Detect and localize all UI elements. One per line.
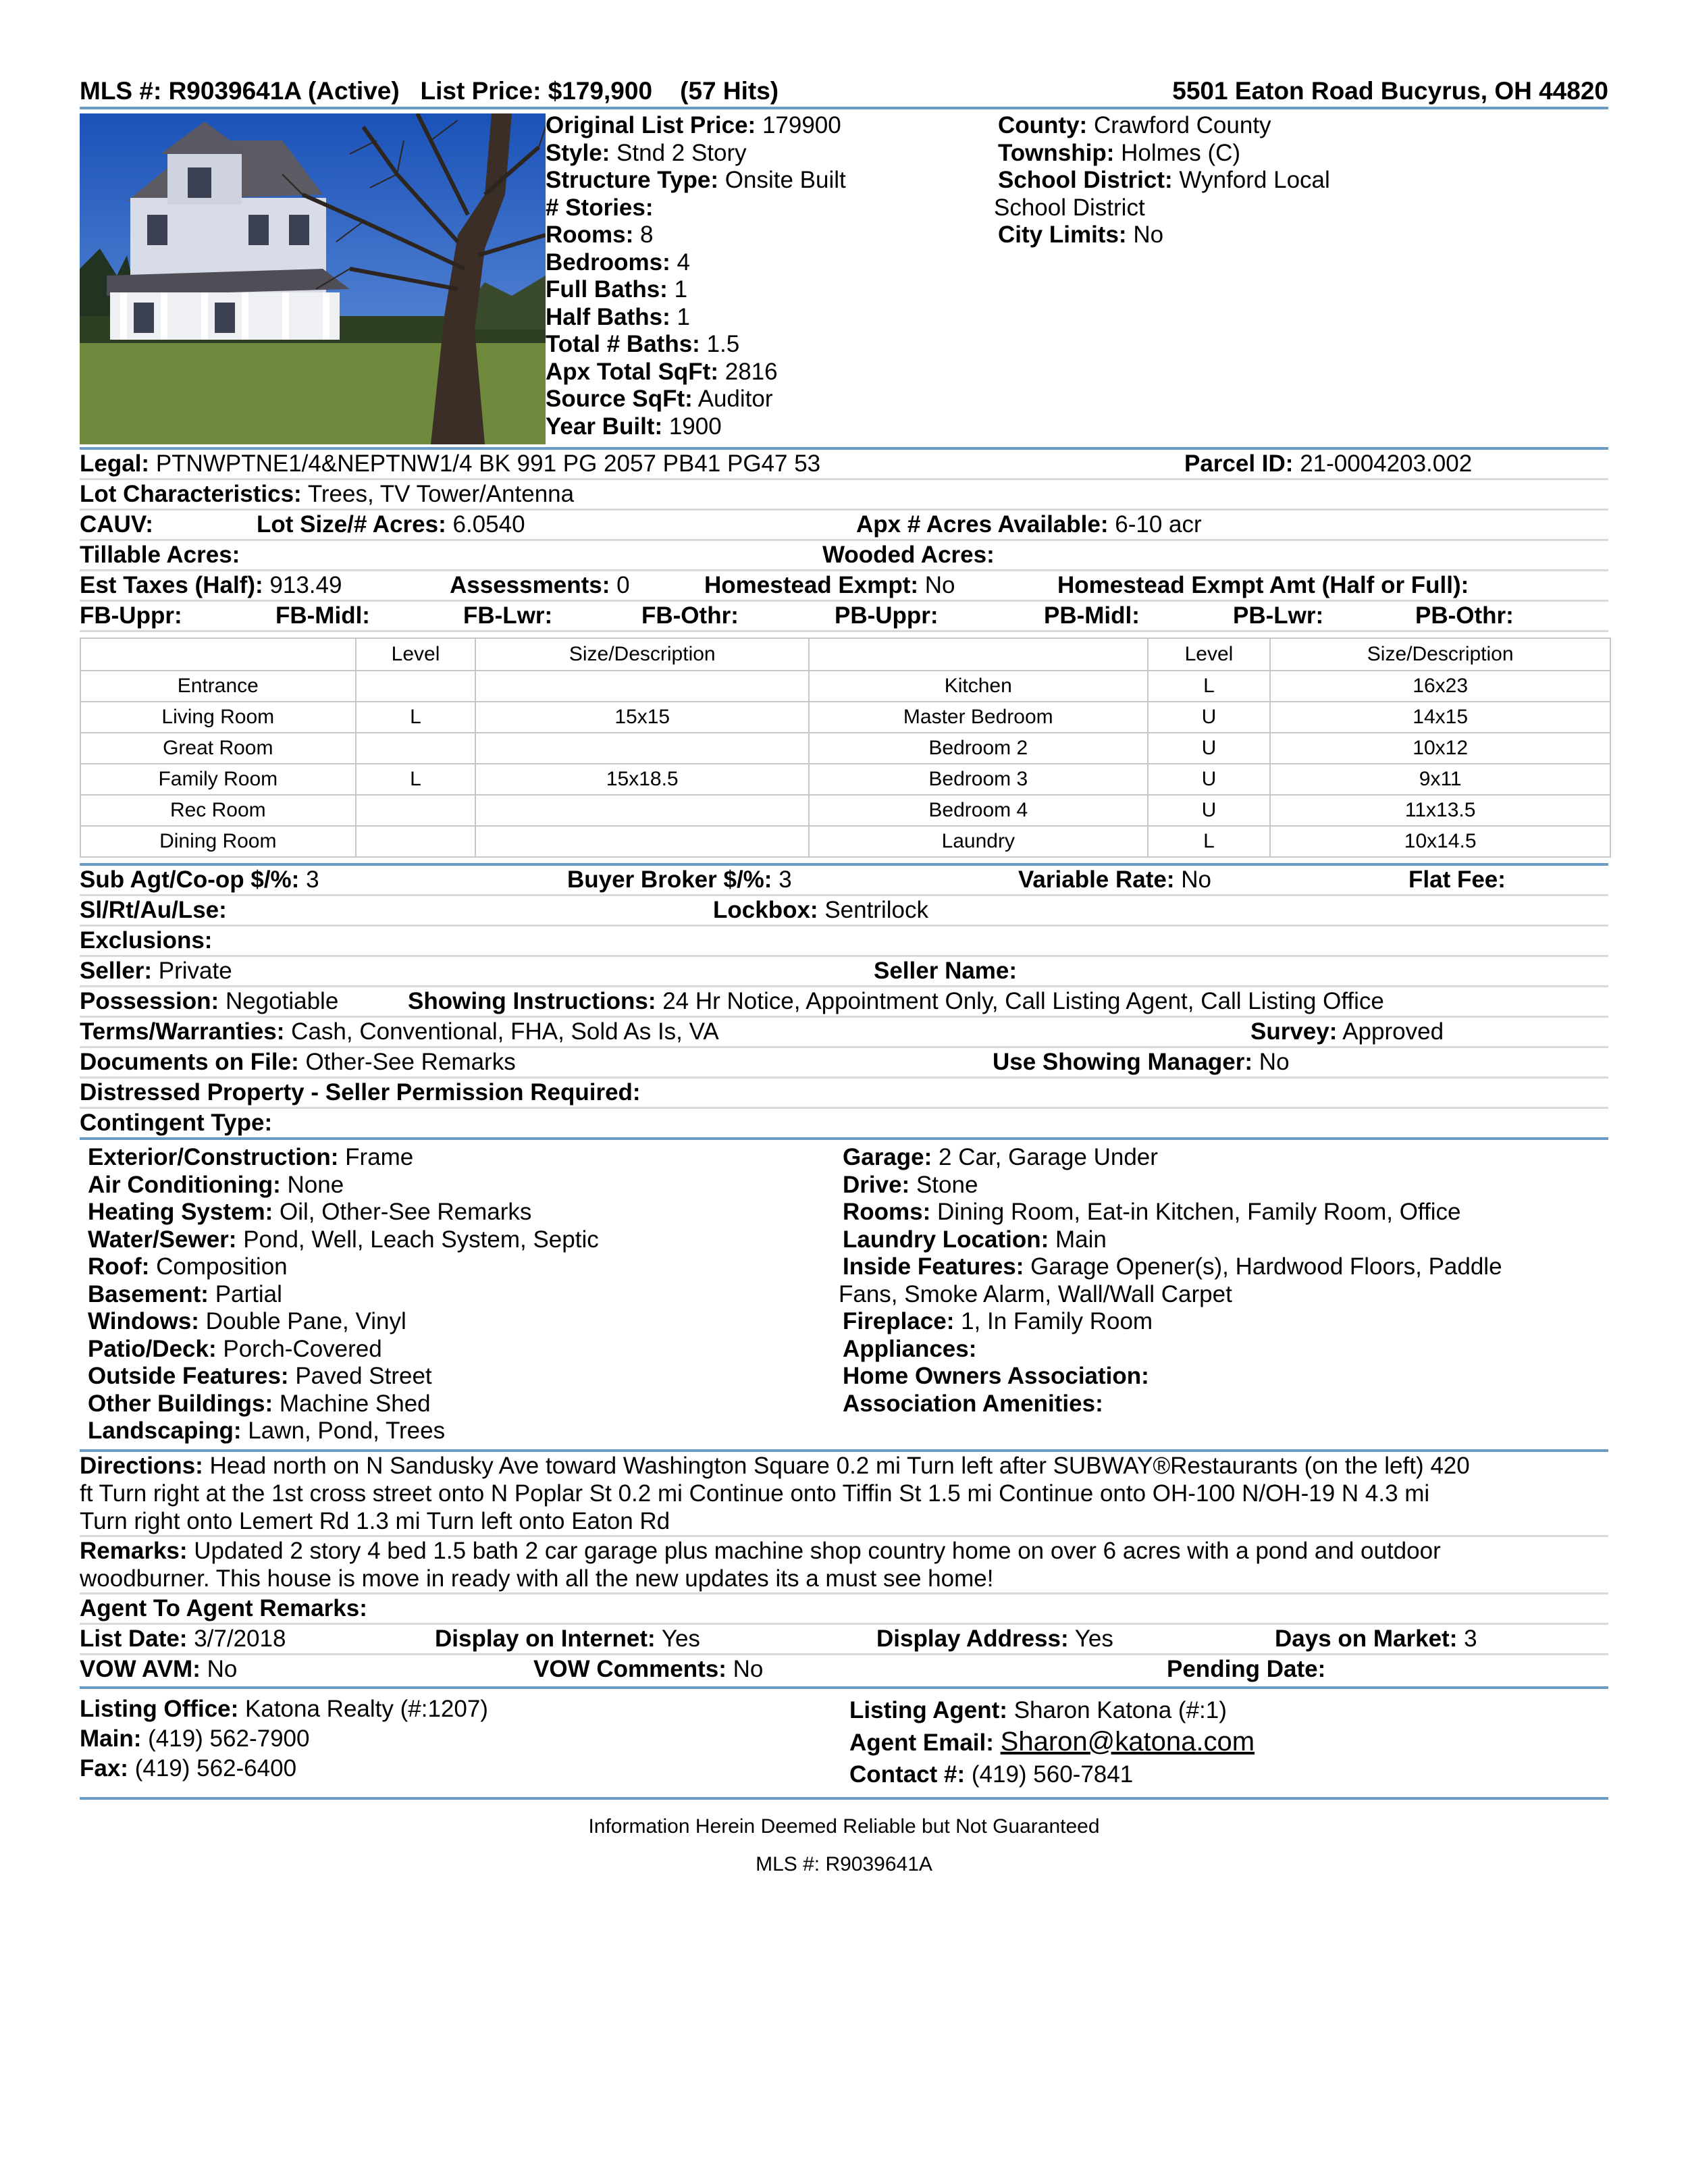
room-size: 14x15	[1270, 702, 1610, 733]
room-header-blank	[80, 638, 356, 671]
lockbox-row	[80, 896, 1608, 927]
subagt-label: Sub Agt/Co-op $/%:	[80, 866, 300, 893]
contingent-label: Contingent Type:	[80, 1110, 273, 1136]
room-size: 15x18.5	[475, 764, 809, 795]
office-section	[80, 1689, 1608, 1797]
room-size	[475, 826, 809, 857]
room-name: Master Bedroom	[809, 702, 1147, 733]
seller-label: Seller:	[80, 958, 152, 984]
table-row	[80, 733, 1610, 764]
detail-label: Original List Price:	[546, 112, 756, 138]
pb-othr-label: PB-Othr:	[1415, 602, 1514, 629]
detail-value: Onsite Built	[724, 167, 846, 193]
city-limits-value: No	[1133, 222, 1164, 248]
directions-label: Directions:	[80, 1453, 203, 1479]
detail-value: 1.5	[706, 331, 740, 357]
township-field	[998, 140, 1330, 167]
main-phone-field	[80, 1724, 488, 1754]
contact-field	[849, 1759, 1255, 1790]
acreage-row	[80, 511, 1608, 541]
city-limits-field	[998, 222, 1330, 249]
feature-value: Dining Room, Eat-in Kitchen, Family Room, Office	[937, 1199, 1461, 1225]
detail-label: Total # Baths:	[546, 331, 700, 357]
commission-row	[80, 866, 1608, 896]
room-level: L	[356, 764, 476, 795]
mls-label: MLS #:	[80, 77, 162, 105]
detail-sqft-source	[546, 386, 846, 413]
documents-value: Other-See Remarks	[305, 1049, 516, 1075]
feature-appliances	[843, 1336, 1502, 1363]
bath-levels-row	[80, 602, 1608, 632]
detail-label: Rooms:	[546, 222, 634, 248]
table-row	[80, 671, 1610, 702]
remarks-label: Remarks:	[80, 1538, 188, 1564]
feature-label: Windows:	[88, 1308, 199, 1334]
room-level	[356, 733, 476, 764]
agent-remarks-label: Agent To Agent Remarks:	[80, 1595, 367, 1621]
size-header: Size/Description	[475, 638, 809, 671]
exclusions-label: Exclusions:	[80, 927, 213, 954]
lot-char-label: Lot Characteristics:	[80, 481, 302, 507]
room-level: L	[1148, 671, 1271, 702]
feature-basement	[88, 1281, 599, 1309]
legal-label: Legal:	[80, 450, 150, 477]
lot-size-label: Lot Size/# Acres:	[257, 511, 446, 538]
detail-label: Bedrooms:	[546, 249, 670, 276]
detail-sqft	[546, 359, 846, 386]
school-field-cont	[994, 194, 1330, 222]
feature-value: None	[287, 1171, 344, 1198]
school-value-cont: School District	[994, 194, 1145, 221]
feature-laundry	[843, 1226, 1502, 1254]
detail-half-baths	[546, 304, 846, 332]
feature-air-conditioning	[88, 1172, 599, 1199]
assessments-value: 0	[616, 572, 630, 598]
feature-label: Appliances:	[843, 1335, 977, 1362]
feature-other-buildings	[88, 1390, 599, 1418]
vow-avm-value: No	[207, 1656, 238, 1682]
feature-patio	[88, 1336, 599, 1363]
feature-label: Other Buildings:	[88, 1390, 273, 1417]
possession-label: Possession:	[80, 988, 219, 1014]
room-name: Family Room	[80, 764, 356, 795]
size-header: Size/Description	[1270, 638, 1610, 671]
pending-date-label: Pending Date:	[1167, 1656, 1326, 1682]
feature-label: Rooms:	[843, 1199, 931, 1225]
property-address: 5501 Eaton Road Bucyrus, OH 44820	[1172, 77, 1608, 105]
school-value: Wynford Local	[1179, 167, 1330, 193]
property-details	[546, 112, 846, 440]
detail-label: Full Baths:	[546, 276, 668, 303]
warranties-label: Terms/Warranties:	[80, 1018, 285, 1045]
showing-label: Showing Instructions:	[408, 988, 656, 1014]
subagt-value: 3	[306, 866, 319, 893]
taxes-row	[80, 571, 1608, 602]
feature-label: Landscaping:	[88, 1418, 242, 1444]
feature-value: Partial	[215, 1280, 282, 1307]
room-size: 15x15	[475, 702, 809, 733]
directions-text: Head north on N Sandusky Ave toward Washington Square 0.2 mi Turn left after SUBWAY®Restaurants (on the left) 420	[209, 1453, 1470, 1479]
detail-value: 1	[677, 303, 690, 330]
room-name: Dining Room	[80, 826, 356, 857]
room-size	[475, 795, 809, 826]
pb-midl-label: PB-Midl:	[1044, 602, 1140, 629]
feature-label: Outside Features:	[88, 1363, 289, 1389]
feature-label: Inside Features:	[843, 1253, 1024, 1280]
rooms-header-row	[80, 638, 1610, 671]
agent-label: Listing Agent:	[849, 1697, 1007, 1723]
agent-column	[849, 1694, 1255, 1790]
room-level: U	[1148, 733, 1271, 764]
seller-row	[80, 957, 1608, 987]
pb-uppr-label: PB-Uppr:	[835, 602, 939, 629]
homestead-amt-label: Homestead Exmpt Amt (Half or Full):	[1057, 572, 1469, 598]
county-field	[998, 112, 1330, 140]
display-address-value: Yes	[1074, 1626, 1113, 1652]
seller-name-label: Seller Name:	[874, 958, 1018, 984]
homestead-label: Homestead Exmpt:	[704, 572, 919, 598]
detail-year-built	[546, 413, 846, 441]
room-name: Bedroom 3	[809, 764, 1147, 795]
table-row	[80, 764, 1610, 795]
detail-style	[546, 140, 846, 167]
feature-label: Air Conditioning:	[88, 1171, 281, 1198]
level-header: Level	[356, 638, 476, 671]
city-limits-label: City Limits:	[998, 222, 1127, 248]
fb-lwr-label: FB-Lwr:	[463, 602, 553, 629]
lockbox-label: Lockbox:	[713, 897, 818, 923]
feature-value: 1, In Family Room	[961, 1308, 1153, 1334]
agent-value: Sharon Katona (#:1)	[1013, 1697, 1227, 1723]
detail-label: Style:	[546, 139, 610, 166]
lot-size-value: 6.0540	[452, 511, 525, 538]
slrt-label: Sl/Rt/Au/Lse:	[80, 897, 227, 923]
room-size: 9x11	[1270, 764, 1610, 795]
display-internet-value: Yes	[661, 1626, 700, 1652]
feature-label: Heating System:	[88, 1199, 273, 1225]
cauv-label: CAUV:	[80, 511, 153, 538]
township-label: Township:	[998, 139, 1115, 166]
feature-roof	[88, 1253, 599, 1281]
distressed-label: Distressed Property - Seller Permission Required:	[80, 1079, 641, 1106]
feature-windows	[88, 1308, 599, 1336]
detail-full-baths	[546, 276, 846, 304]
feature-label: Laundry Location:	[843, 1226, 1049, 1253]
warranties-value: Cash, Conventional, FHA, Sold As Is, VA	[291, 1018, 719, 1045]
buyer-broker-label: Buyer Broker $/%:	[567, 866, 772, 893]
remarks-text: woodburner. This house is move in ready with all the new updates its a must see home!	[80, 1565, 994, 1592]
room-name: Rec Room	[80, 795, 356, 826]
taxes-value: 913.49	[269, 572, 342, 598]
detail-label: Structure Type:	[546, 167, 719, 193]
days-on-market-value: 3	[1464, 1626, 1477, 1652]
variable-rate-value: No	[1181, 866, 1211, 893]
buyer-broker-value: 3	[779, 866, 792, 893]
detail-label: Apx Total SqFt:	[546, 358, 718, 385]
mls-number: R9039641A	[168, 77, 301, 105]
lot-characteristics-row	[80, 480, 1608, 511]
survey-label: Survey:	[1250, 1018, 1338, 1045]
feature-value: Porch-Covered	[223, 1335, 382, 1362]
lockbox-value: Sentrilock	[824, 897, 928, 923]
room-size: 10x14.5	[1270, 826, 1610, 857]
agent-remarks-row	[80, 1594, 1608, 1625]
feature-label: Garage:	[843, 1144, 932, 1170]
detail-value: 8	[640, 222, 654, 248]
table-row	[80, 702, 1610, 733]
vow-comments-value: No	[733, 1656, 764, 1682]
possession-row	[80, 987, 1608, 1018]
feature-label: Exterior/Construction:	[88, 1144, 339, 1170]
contingent-row	[80, 1109, 1608, 1137]
contact-value: (419) 560-7841	[971, 1761, 1134, 1788]
detail-value: 2816	[724, 358, 778, 385]
feature-label: Fireplace:	[843, 1308, 955, 1334]
feature-label: Association Amenities:	[843, 1390, 1103, 1417]
possession-value: Negotiable	[225, 988, 339, 1014]
agent-email-field	[849, 1726, 1255, 1759]
feature-hoa	[843, 1363, 1502, 1390]
feature-exterior	[88, 1144, 599, 1172]
table-row	[80, 795, 1610, 826]
distressed-row	[80, 1078, 1608, 1109]
school-label: School District:	[998, 167, 1173, 193]
fax-label: Fax:	[80, 1755, 128, 1782]
room-name: Kitchen	[809, 671, 1147, 702]
showing-value: 24 Hr Notice, Appointment Only, Call Listing Agent, Call Listing Office	[662, 988, 1384, 1014]
feature-fireplace	[843, 1308, 1502, 1336]
room-level: U	[1148, 795, 1271, 826]
house-photo-image	[80, 113, 546, 444]
feature-value: Garage Opener(s), Hardwood Floors, Paddle	[1030, 1253, 1502, 1280]
taxes-label: Est Taxes (Half):	[80, 572, 263, 598]
agent-field	[849, 1694, 1255, 1726]
room-name: Laundry	[809, 826, 1147, 857]
feature-label: Basement:	[88, 1280, 209, 1307]
list-price: $179,900	[548, 77, 653, 105]
homestead-value: No	[924, 572, 955, 598]
room-level: U	[1148, 702, 1271, 733]
room-size: 11x13.5	[1270, 795, 1610, 826]
section-divider	[80, 1797, 1608, 1800]
feature-value: Composition	[156, 1253, 288, 1280]
feature-value: Double Pane, Vinyl	[205, 1308, 406, 1334]
listing-status: (Active)	[307, 77, 400, 105]
table-row	[80, 826, 1610, 857]
detail-value: Auditor	[697, 386, 773, 412]
feature-label: Home Owners Association:	[843, 1363, 1149, 1389]
exclusions-row	[80, 927, 1608, 957]
assessments-label: Assessments:	[450, 572, 610, 598]
location-details	[994, 112, 1330, 249]
features-left-column	[88, 1144, 599, 1445]
detail-rooms	[546, 222, 846, 249]
lot-char-value: Trees, TV Tower/Antenna	[307, 481, 575, 507]
wooded-label: Wooded Acres:	[822, 542, 995, 568]
main-phone-value: (419) 562-7900	[148, 1725, 310, 1752]
survey-value: Approved	[1342, 1018, 1444, 1045]
display-address-label: Display Address:	[876, 1626, 1069, 1652]
display-internet-label: Display on Internet:	[435, 1626, 656, 1652]
detail-structure-type	[546, 167, 846, 194]
county-label: County:	[998, 112, 1088, 138]
detail-label: # Stories:	[546, 194, 654, 221]
room-size: 16x23	[1270, 671, 1610, 702]
office-value: Katona Realty (#:1207)	[245, 1696, 488, 1722]
room-level	[356, 671, 476, 702]
room-name: Entrance	[80, 671, 356, 702]
office-column	[80, 1694, 488, 1784]
feature-label: Roof:	[88, 1253, 150, 1280]
room-level	[356, 795, 476, 826]
room-name: Bedroom 4	[809, 795, 1147, 826]
apx-acres-value: 6-10 acr	[1115, 511, 1202, 538]
footer-mls-number: MLS #: R9039641A	[756, 1853, 932, 1875]
township-value: Holmes (C)	[1121, 139, 1241, 166]
room-name: Living Room	[80, 702, 356, 733]
room-size	[475, 733, 809, 764]
detail-value: 1900	[668, 413, 722, 440]
directions-block	[80, 1452, 1608, 1537]
list-date-value: 3/7/2018	[194, 1626, 286, 1652]
feature-outside	[88, 1363, 599, 1390]
feature-rooms	[843, 1199, 1502, 1226]
showing-manager-label: Use Showing Manager:	[993, 1049, 1253, 1075]
tillable-label: Tillable Acres:	[80, 542, 240, 568]
feature-value: Frame	[345, 1144, 414, 1170]
room-size: 10x12	[1270, 733, 1610, 764]
fb-othr-label: FB-Othr:	[641, 602, 739, 629]
feature-value: Machine Shed	[279, 1390, 431, 1417]
school-field	[998, 167, 1330, 194]
detail-value: 179900	[762, 112, 841, 138]
feature-landscaping	[88, 1418, 599, 1445]
detail-value: Stnd 2 Story	[616, 139, 747, 166]
documents-label: Documents on File:	[80, 1049, 299, 1075]
room-header-blank	[809, 638, 1147, 671]
documents-row	[80, 1048, 1608, 1078]
directions-text: ft Turn right at the 1st cross street onto N Poplar St 0.2 mi Continue onto Tiffin St 1.5 mi Continue onto OH-100 N/OH-19 N 4.3 mi	[80, 1480, 1430, 1507]
days-on-market-label: Days on Market:	[1275, 1626, 1458, 1652]
features-section	[80, 1140, 1608, 1449]
room-size	[475, 671, 809, 702]
fb-midl-label: FB-Midl:	[275, 602, 370, 629]
warranties-row	[80, 1018, 1608, 1048]
detail-label: Year Built:	[546, 413, 663, 440]
agent-email-link[interactable]: Sharon@katona.com	[1000, 1727, 1255, 1757]
detail-value: 1	[674, 276, 688, 303]
feature-water-sewer	[88, 1226, 599, 1254]
office-field	[80, 1694, 488, 1724]
variable-rate-label: Variable Rate:	[1018, 866, 1175, 893]
room-level: L	[1148, 826, 1271, 857]
feature-label: Water/Sewer:	[88, 1226, 237, 1253]
level-header: Level	[1148, 638, 1271, 671]
footer	[80, 1815, 1608, 1877]
feature-value: Paved Street	[295, 1363, 432, 1389]
feature-drive	[843, 1172, 1502, 1199]
vow-row	[80, 1655, 1608, 1684]
feature-label: Patio/Deck:	[88, 1335, 217, 1362]
features-right-column	[839, 1144, 1502, 1418]
property-photo	[80, 113, 546, 444]
vow-comments-label: VOW Comments:	[533, 1656, 727, 1682]
remarks-block	[80, 1537, 1608, 1594]
disclaimer-text: Information Herein Deemed Reliable but Not Guaranteed	[588, 1815, 1100, 1838]
vow-avm-label: VOW AVM:	[80, 1656, 201, 1682]
detail-label: Source SqFt:	[546, 386, 693, 412]
fax-field	[80, 1754, 488, 1784]
feature-inside	[843, 1253, 1502, 1281]
remarks-text: Updated 2 story 4 bed 1.5 bath 2 car garage plus machine shop country home on over 6 acres with a pond and outdoor	[194, 1538, 1441, 1564]
tillable-row	[80, 541, 1608, 571]
fb-uppr-label: FB-Uppr:	[80, 602, 182, 629]
room-level	[356, 826, 476, 857]
apx-acres-label: Apx # Acres Available:	[856, 511, 1109, 538]
list-date-label: List Date:	[80, 1626, 188, 1652]
feature-value: Stone	[916, 1171, 978, 1198]
room-name: Bedroom 2	[809, 733, 1147, 764]
legal-row	[80, 450, 1608, 480]
room-level: U	[1148, 764, 1271, 795]
contact-label: Contact #:	[849, 1761, 966, 1788]
parcel-value: 21-0004203.002	[1300, 450, 1473, 477]
feature-heating	[88, 1199, 599, 1226]
detail-label: Half Baths:	[546, 303, 670, 330]
flat-fee-label: Flat Fee:	[1408, 866, 1506, 893]
detail-total-baths	[546, 331, 846, 359]
detail-stories	[546, 194, 846, 222]
summary-section	[80, 109, 1608, 447]
room-name: Great Room	[80, 733, 356, 764]
feature-label: Drive:	[843, 1171, 910, 1198]
rooms-table	[80, 638, 1611, 858]
feature-inside-cont	[839, 1281, 1502, 1309]
feature-value: Pond, Well, Leach System, Septic	[243, 1226, 599, 1253]
feature-amenities	[843, 1390, 1502, 1418]
hit-count: (57 Hits)	[680, 77, 779, 105]
fax-value: (419) 562-6400	[134, 1755, 297, 1782]
county-value: Crawford County	[1093, 112, 1271, 138]
agent-email-label: Agent Email:	[849, 1730, 994, 1756]
listing-header	[80, 76, 1608, 109]
showing-manager-value: No	[1259, 1049, 1290, 1075]
feature-value: 2 Car, Garage Under	[939, 1144, 1158, 1170]
detail-original-price	[546, 112, 846, 140]
listing-sheet	[80, 76, 1608, 1877]
directions-text: Turn right onto Lemert Rd 1.3 mi Turn left onto Eaton Rd	[80, 1508, 670, 1534]
room-level: L	[356, 702, 476, 733]
feature-value: Oil, Other-See Remarks	[279, 1199, 532, 1225]
feature-value: Lawn, Pond, Trees	[248, 1418, 446, 1444]
feature-value: Main	[1055, 1226, 1107, 1253]
list-date-row	[80, 1625, 1608, 1655]
parcel-label: Parcel ID:	[1184, 450, 1294, 477]
feature-value: Fans, Smoke Alarm, Wall/Wall Carpet	[839, 1280, 1232, 1307]
main-phone-label: Main:	[80, 1725, 142, 1752]
feature-garage	[843, 1144, 1502, 1172]
detail-value: 4	[677, 249, 690, 276]
office-label: Listing Office:	[80, 1696, 239, 1722]
detail-bedrooms	[546, 249, 846, 277]
seller-value: Private	[158, 958, 232, 984]
list-price-label: List Price:	[420, 77, 542, 105]
legal-value: PTNWPTNE1/4&NEPTNW1/4 BK 991 PG 2057 PB41 PG47 53	[155, 450, 821, 477]
pb-lwr-label: PB-Lwr:	[1233, 602, 1324, 629]
